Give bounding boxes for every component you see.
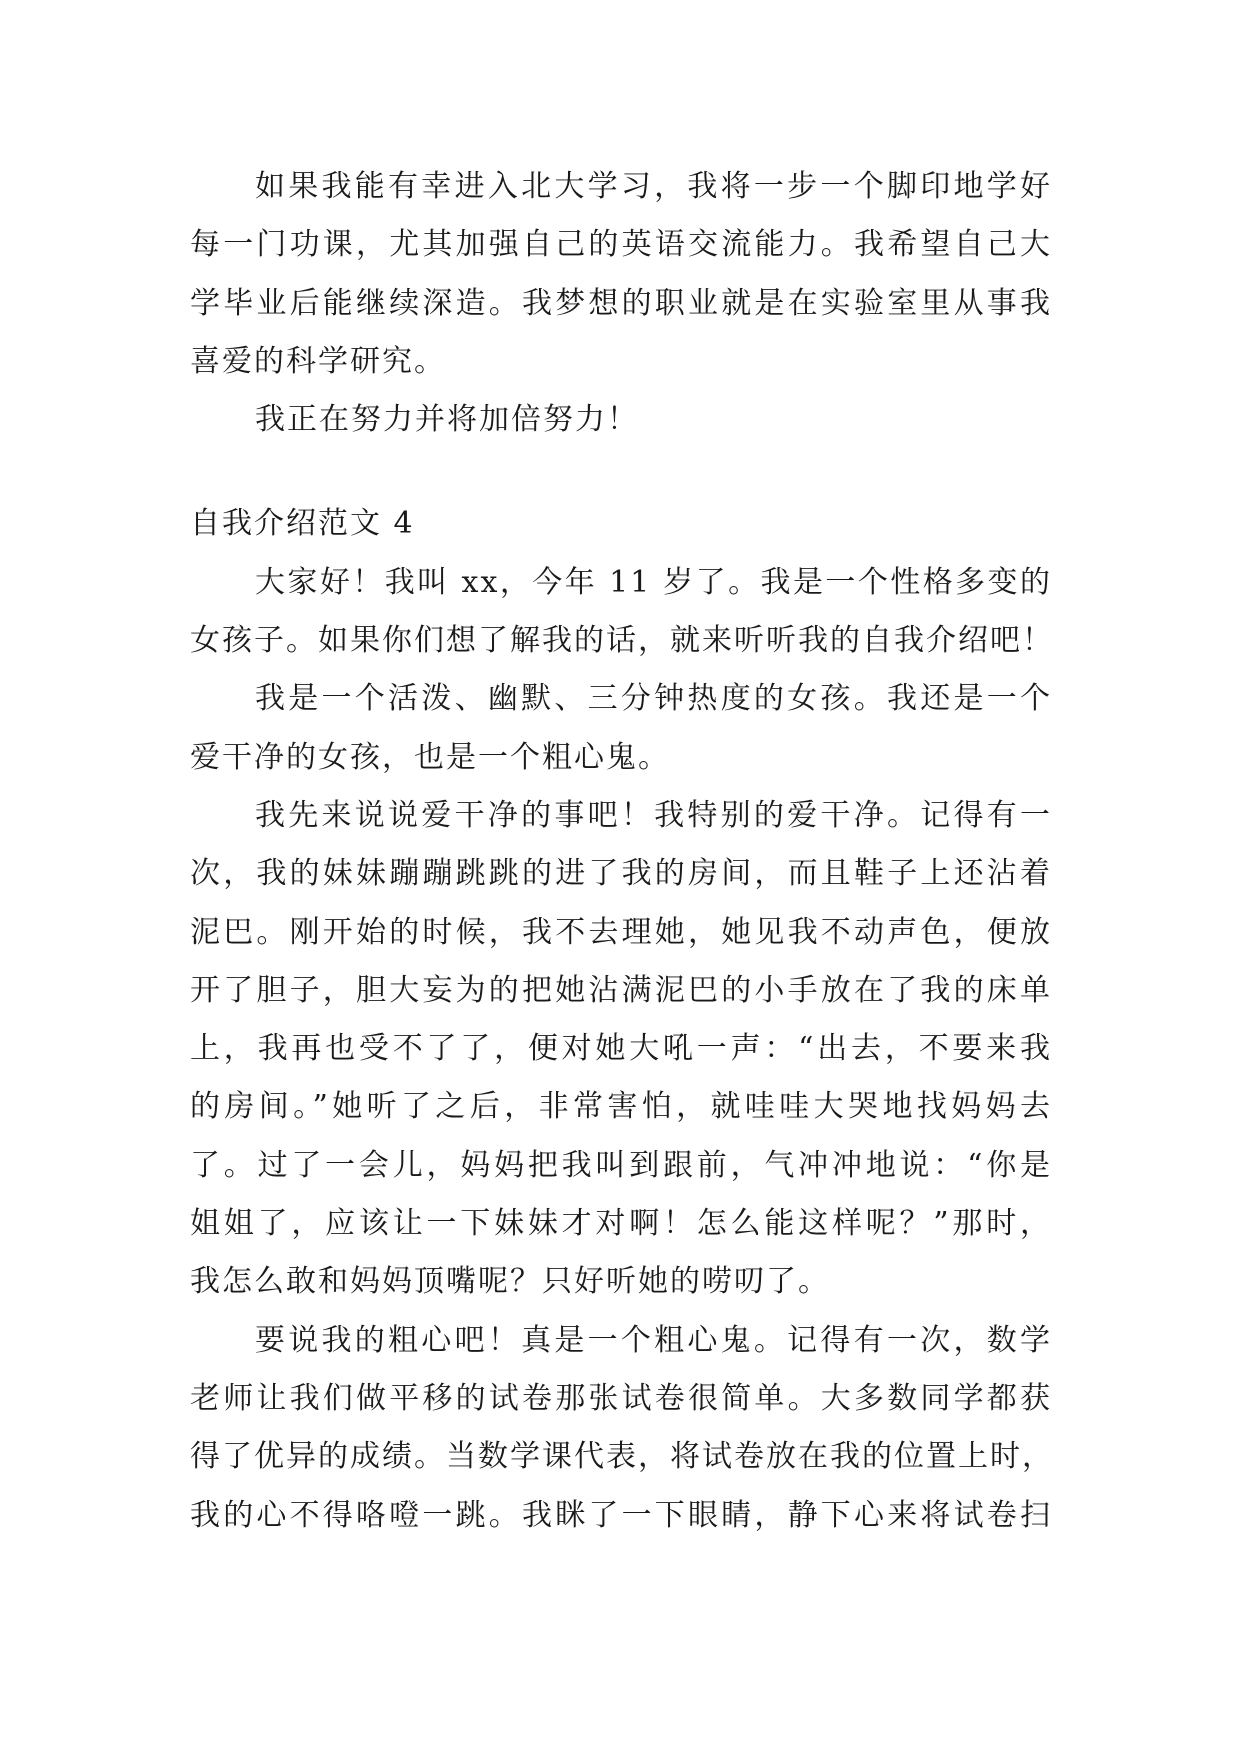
- text-line: 我正在努力并将加倍努力！: [255, 402, 639, 438]
- document-body: [190, 158, 1052, 1545]
- paragraph: [190, 391, 1052, 449]
- text-line: 得了优异的成绩。当数学课代表，将试卷放在我的位置上时，: [190, 1439, 1054, 1475]
- text-line: 我是一个活泼、幽默、三分钟热度的女孩。我还是一个: [255, 681, 1052, 717]
- text-line: 如果我能有幸进入北大学习，我将一步一个脚印地学好: [255, 169, 1052, 204]
- paragraph: [190, 158, 1052, 391]
- text-line: 每一门功课，尤其加强自己的英语交流能力。我希望自己大: [190, 227, 1052, 263]
- text-line: 要说我的粗心吧！真是一个粗心鬼。记得有一次，数学: [255, 1322, 1052, 1358]
- text-line: 泥巴。刚开始的时候，我不去理她，她见我不动声色，便放: [190, 914, 1052, 950]
- paragraph: [190, 1312, 1052, 1545]
- text-line: 爱干净的女孩，也是一个粗心鬼。: [190, 739, 670, 775]
- text-line: 喜爱的科学研究。: [190, 343, 446, 379]
- text-line: 上，我再也受不了了，便对她大吼一声：“出去，不要来我: [190, 1031, 1052, 1067]
- text-line: 次，我的妹妹蹦蹦跳跳的进了我的房间，而且鞋子上还沾着: [190, 856, 1052, 892]
- text-line: 我先来说说爱干净的事吧！我特别的爱干净。记得有一: [255, 797, 1052, 833]
- text-line: 学毕业后能继续深造。我梦想的职业就是在实验室里从事我: [190, 285, 1052, 321]
- text-line: 了。过了一会儿，妈妈把我叫到跟前，气冲冲地说：“你是: [190, 1147, 1052, 1183]
- text-line: 大家好！我叫 xx，今年 11 岁了。我是一个性格多变的: [255, 564, 1052, 600]
- text-line: 姐姐了，应该让一下妹妹才对啊！怎么能这样呢？”那时，: [190, 1206, 1052, 1242]
- text-line: 女孩子。如果你们想了解我的话，就来听听我的自我介绍吧！: [190, 623, 1054, 659]
- paragraph: [190, 787, 1052, 1312]
- text-line: 我的心不得咯噔一跳。我眯了一下眼睛，静下心来将试卷扫: [190, 1497, 1052, 1533]
- section-heading: 自我介绍范文 4: [190, 506, 415, 542]
- text-line: 我怎么敢和妈妈顶嘴呢？只好听她的唠叨了。: [190, 1264, 830, 1300]
- text-line: 的房间。”她听了之后，非常害怕，就哇哇大哭地找妈妈去: [190, 1089, 1052, 1125]
- text-line: 老师让我们做平移的试卷那张试卷很简单。大多数同学都获: [190, 1380, 1052, 1416]
- paragraph: [190, 670, 1052, 787]
- paragraph: [190, 554, 1052, 671]
- text-line: 开了胆子，胆大妄为的把她沾满泥巴的小手放在了我的床单: [190, 972, 1052, 1008]
